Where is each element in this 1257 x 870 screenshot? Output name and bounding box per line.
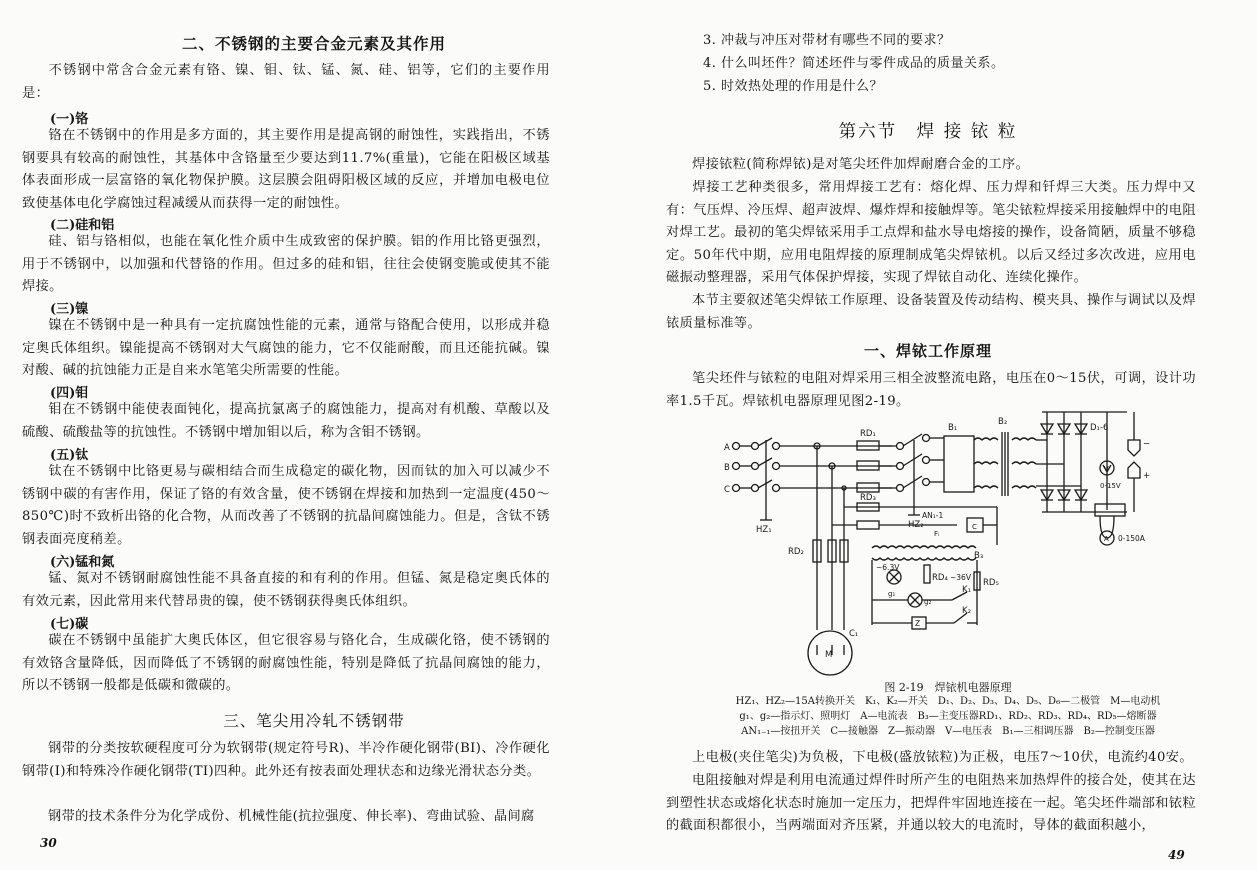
paragraph-text: 镍在不锈钢中是一种具有一定抗腐蚀性能的元素，通常与铬配合使用，以形成并稳定奥氏体组织。镍能提高不锈钢对大气腐蚀的能力，它不仅能耐酸，而且还能抗碱。镍对酸、碱的抗蚀能力正是自来水笔笔尖所需要的性能。 <box>22 318 550 379</box>
label-g1: g₁ <box>888 590 896 598</box>
paragraph-text: 铬在不锈钢中的作用是多方面的，其主要作用是提高钢的耐蚀性，实践指出，不锈钢要具有较高的耐蚀性，其基体中含铬量至少要达到11.7%(重量)，它能在阳极区域基体表面形成一层富铬的氧化物保护膜。这层膜会阻碍阳极区域的反应，并增加电极电位致使基体电化学腐蚀过程减缓从而获得一定的耐蚀性。 <box>22 128 550 211</box>
label-diodes: D₁-6 <box>1090 423 1109 433</box>
label-vibrator: Z <box>915 619 921 628</box>
diode-bridge <box>1036 412 1087 512</box>
intro-text: 不锈钢中常含合金元素有铬、镍、钼、钛、锰、氮、硅、铝等，它们的主要作用是： <box>22 63 550 101</box>
subsection-title-manganese-nitrogen: (六)锰和氮 <box>50 555 115 570</box>
left-page <box>0 0 628 870</box>
paragraph-carbon <box>22 630 550 698</box>
label-rd1: RD₁ <box>860 429 876 439</box>
label-b3: B₃ <box>974 551 984 561</box>
page-number: 49 <box>1168 848 1185 862</box>
label-voltmeter: V <box>1104 465 1109 473</box>
paragraph-text: 电阻接触对焊是利用电流通过焊件时所产生的电阻热来加热焊件的接合处，使其在达到塑性状态或熔化状态时施加一定压力，把焊件牢固地连接在一起。笔尖坯件端部和铱粒的截面积都很小，当两端面对齐压紧，并通以较大的电流时，导体的截面积越小， <box>666 773 1196 834</box>
label-an: AN₁-1 <box>922 511 944 520</box>
paragraph-text: 钛在不锈钢中比铬更易与碳相结合而生成稳定的碳化物，因而钛的加入可以减少不锈钢中碳的有害作用，保证了铬的有效含量，使不锈钢在焊接和加热到一定温度(450～850℃)时不致析出铬的化合物，从而改善了不锈钢的抗晶间腐蚀能力。但是，含钛不锈钢表面亮度稍差。 <box>22 464 550 547</box>
paragraph-silicon-aluminum <box>22 231 550 299</box>
paragraph-text: 钢带的分类按软硬程度可分为软钢带(规定符号R)、半冷作硬化钢带(BI)、冷作硬化钢带(I)和特殊冷作硬化钢带(TI)四种。此外还有按表面处理状态和边缘光滑状态分类。 <box>22 741 550 779</box>
paragraph-section-scope <box>666 290 1196 335</box>
label-rd3: RD₃ <box>860 493 876 503</box>
paragraph-text: 钢带的技术条件分为化学成份、机械性能(抗拉强度、伸长率)、弯曲试验、晶间腐 <box>48 809 535 824</box>
label-rd5: RD₅ <box>983 578 999 588</box>
subsection-title-chromium: (一)铬 <box>50 112 89 127</box>
label-g2: g₂ <box>924 598 932 606</box>
section-heading: 二、不锈钢的主要合金元素及其作用 <box>181 34 446 53</box>
paragraph-text: 硅、铝与铬相似，也能在氧化性介质中生成致密的保护膜。铝的作用比铬更强烈，用于不锈钢中，以加强和代替铬的作用。但过多的硅和铝，往往会使钢变脆或使其不能焊接。 <box>22 234 550 295</box>
paragraph-electrodes <box>666 747 1196 770</box>
label-ammeter-range: 0-150A <box>1118 534 1145 543</box>
label-k1: K₁ <box>962 585 971 595</box>
paragraph-text: 焊接铱粒(简称焊铱)是对笔尖坯件加焊耐磨合金的工序。 <box>692 157 1030 172</box>
label-b1: B₁ <box>948 423 958 433</box>
paragraph-definition <box>666 154 1196 177</box>
label-motor: M <box>825 650 833 660</box>
paragraph-steel-strip-conditions <box>22 806 550 829</box>
question-5: 5. 时效热处理的作用是什么？ <box>703 79 884 94</box>
paragraph-text: 笔尖坯件与铱粒的电阻对焊采用三相全波整流电路，电压在0～15伏，可调，设计功率1.5千瓦。焊铱机电器原理见图2-19。 <box>666 371 1196 409</box>
section-title: 第六节 焊 接 铱 粒 <box>838 122 1018 142</box>
paragraph-text: 本节主要叙述笔尖焊铱工作原理、设备装置及传动结构、模夹具、操作与调试以及焊铱质量标准等。 <box>666 293 1196 331</box>
subsection-title-titanium: (五)钛 <box>50 448 89 463</box>
page-number: 30 <box>40 836 57 850</box>
subsection-title-carbon: (七)碳 <box>50 617 89 632</box>
label-phase-b: B <box>724 463 730 473</box>
label-36v: ~36V <box>950 573 971 582</box>
label-rd4: RD₄ <box>932 573 948 583</box>
paragraph-titanium <box>22 461 550 551</box>
paragraph-text: 焊接工艺种类很多，常用焊接工艺有：熔化焊、压力焊和钎焊三大类。压力焊中又有：气压焊、冷压焊、超声波焊、爆炸焊和接触焊等。笔尖铱粒焊接采用接触焊中的电阻对焊工艺。最初的笔尖焊铱采用手工点焊和盐水导电熔接的操作，设备简陋，质量不够稳定。50年代中期，应用电阻焊接的原理制成笔尖焊铱机。以后又经过多次改进，应用电磁振动整理器，采用气体保护焊接，实现了焊铱自动化、连续化操作。 <box>666 180 1196 286</box>
subsection-title-nickel: (三)镍 <box>50 302 89 317</box>
figure-legend-line-3: AN₁₋₁—按扭开关 C—接触器 Z—振动器 V—电压表 B₁—三相调压器 B₂—控制变压器 <box>741 726 1155 737</box>
paragraph-text: 钼在不锈钢中能使表面钝化，提高抗氯离子的腐蚀能力，提高对有机酸、草酸以及硫酸、硫酸盐等的抗蚀性。不锈钢中增加钼以后，称为含钼不锈钢。 <box>22 402 550 440</box>
circuit-diagram <box>722 410 1152 680</box>
label-ammeter: A <box>1104 535 1109 543</box>
paragraph-text: 上电极(夹住笔尖)为负极，下电极(盛放铱粒)为正极，电压7～10伏，电流约40安。 <box>692 750 1193 765</box>
label-6-3v: ~6.3V <box>876 563 900 572</box>
label-b2: B₂ <box>998 417 1008 427</box>
label-contactor: C <box>972 523 977 531</box>
paragraph-nickel <box>22 315 550 383</box>
label-hz1: HZ₁ <box>756 525 772 535</box>
lower-electrode-icon <box>1128 462 1140 478</box>
subheading: 一、焊铱工作原理 <box>863 342 992 360</box>
intro-paragraph <box>22 60 550 105</box>
question-3: 3. 冲裁与冲压对带材有哪些不同的要求？ <box>703 33 951 48</box>
phase-inputs <box>733 438 780 520</box>
label-minus: − <box>1143 439 1151 449</box>
paragraph-chromium <box>22 125 550 215</box>
paragraph-molybdenum <box>22 399 550 444</box>
figure-legend-line-1: HZ₁、HZ₂—15A转换开关 K₁、K₂—开关 D₁、D₂、D₃、D₄、D₅、D₆—二极管 M—电动机 <box>735 696 1161 707</box>
label-phase-a: A <box>724 443 730 453</box>
paragraph-steel-strip-classification <box>22 738 550 783</box>
subsection-title-silicon-aluminum: (二)硅和铝 <box>50 218 115 233</box>
label-hz2: HZ₂ <box>908 520 924 530</box>
question-4: 4. 什么叫坯件？简述坯件与零件成品的质量关系。 <box>703 56 1005 71</box>
label-fi: Fᵢ <box>934 530 940 538</box>
upper-electrode-icon <box>1128 440 1140 456</box>
label-plus: + <box>1143 471 1151 481</box>
subsection-title-molybdenum: (四)钼 <box>50 386 89 401</box>
paragraph-text: 碳在不锈钢中虽能扩大奥氏体区，但它很容易与铬化合，生成碳化铬，使不锈钢的有效铬含量降低，因而降低了不锈钢的耐腐蚀性能，特别是降低了抗晶间腐蚀的能力，所以不锈钢一般都是低碳和微碳的。 <box>22 633 550 694</box>
figure-legend-line-2: g₁、g₂—指示灯、照明灯 A—电流表 B₃—主变压器RD₁、RD₂、RD₃、RD₄、RD₅—熔断器 <box>739 711 1157 722</box>
paragraph-text: 锰、氮对不锈钢耐腐蚀性能不具备直接的和有利的作用。但锰、氮是稳定奥氏体的有效元素，因此常用来代替昂贵的镍，使不锈钢获得奥氏体组织。 <box>22 571 550 609</box>
figure-caption: 图 2-19 焊铱机电器原理 <box>884 681 1012 694</box>
right-page <box>628 0 1257 870</box>
paragraph-principle <box>666 368 1196 413</box>
label-phase-c: C <box>724 485 730 495</box>
paragraph-manganese-nitrogen <box>22 568 550 613</box>
label-k2: K₂ <box>962 606 971 616</box>
label-c1: C₁ <box>849 629 859 639</box>
paragraph-resistance-welding <box>666 770 1196 838</box>
label-rd2: RD₂ <box>788 547 804 557</box>
label-voltmeter-range: 0-15V <box>1100 482 1121 490</box>
section-heading-2: 三、笔尖用冷轧不锈钢带 <box>223 712 405 730</box>
paragraph-welding-types <box>666 177 1196 290</box>
